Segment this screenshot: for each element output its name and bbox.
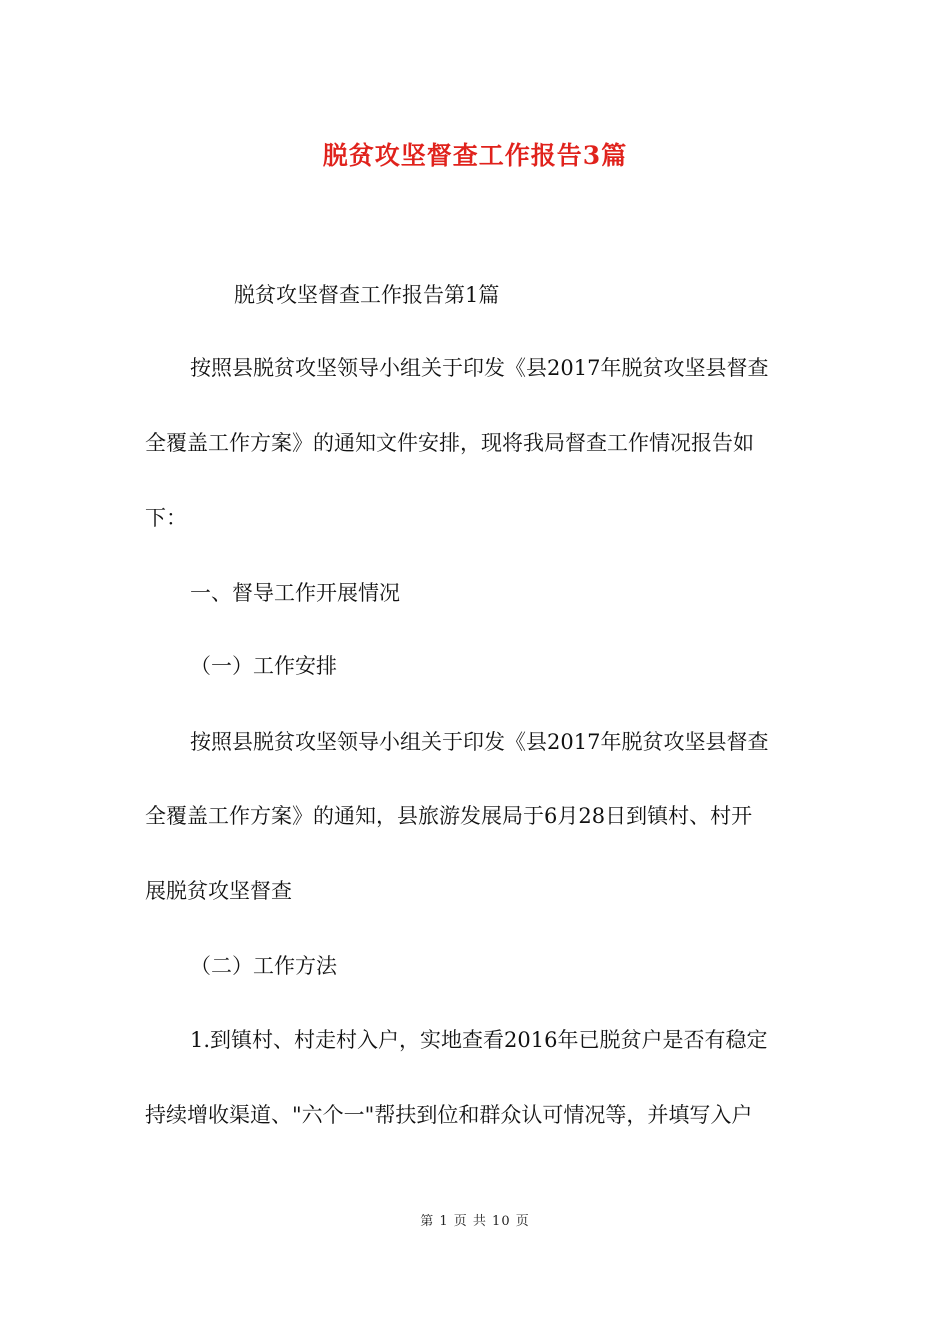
page-footer: 第 1 页 共 10 页: [420, 1214, 530, 1229]
paragraph-line: 持续增收渠道、"六个一"帮扶到位和群众认可情况等，并填写入户: [145, 1103, 753, 1127]
subsection-heading: （二）工作方法: [190, 954, 337, 978]
document-title: 脱贫攻坚督查工作报告3篇: [322, 141, 628, 170]
paragraph-line: 展脱贫攻坚督查: [145, 879, 292, 903]
paragraph-line: 按照县脱贫攻坚领导小组关于印发《县2017年脱贫攻坚县督查: [190, 730, 769, 754]
paragraph-line: 全覆盖工作方案》的通知文件安排，现将我局督查工作情况报告如: [145, 431, 754, 455]
paragraph-line: 下：: [145, 506, 187, 530]
paragraph-line: 全覆盖工作方案》的通知，县旅游发展局于6月28日到镇村、村开: [145, 804, 753, 828]
paragraph-line: 1.到镇村、村走村入户，实地查看2016年已脱贫户是否有稳定: [190, 1028, 768, 1052]
section-subtitle: 脱贫攻坚督查工作报告第1篇: [234, 283, 500, 307]
paragraph-line: 按照县脱贫攻坚领导小组关于印发《县2017年脱贫攻坚县督查: [190, 356, 769, 380]
section-heading: 一、督导工作开展情况: [190, 581, 400, 605]
subsection-heading: （一）工作安排: [190, 654, 337, 678]
